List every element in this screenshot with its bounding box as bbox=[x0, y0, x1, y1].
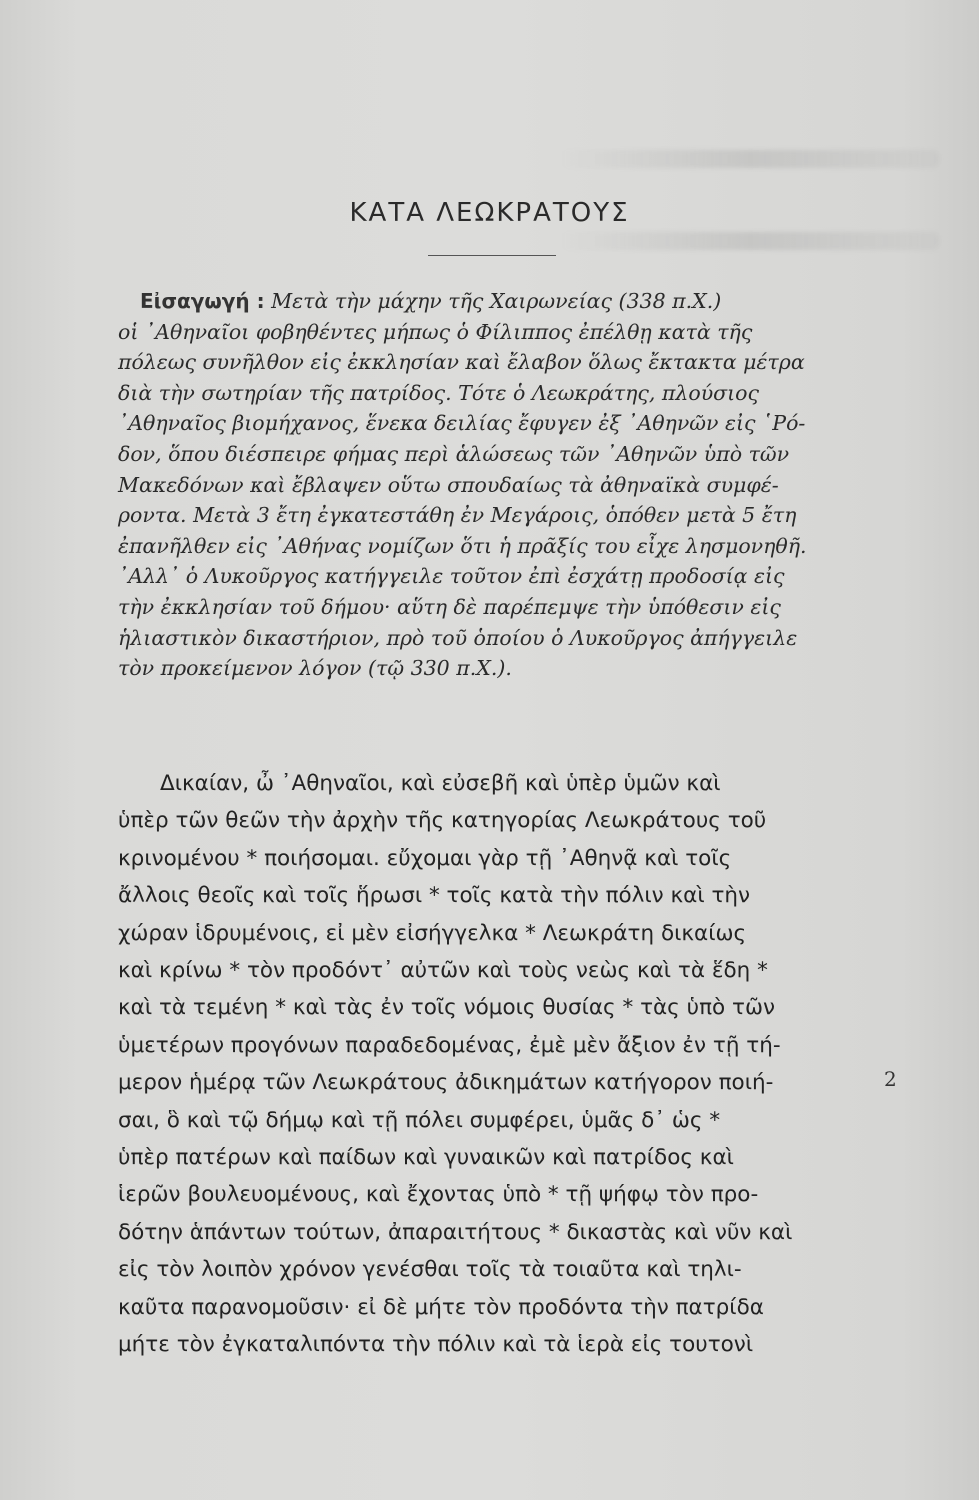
main-text-block bbox=[118, 765, 878, 1364]
bleed-through-shadow bbox=[560, 232, 940, 250]
introduction-block bbox=[118, 286, 870, 684]
intro-line: ἡλιαστικὸν δικαστήριον, πρὸ τοῦ ὁποίου ὁ Λυκοῦργος ἀπήγγειλε bbox=[118, 625, 798, 650]
body-line: ὑμετέρων προγόνων παραδεδομένας, ἐμὲ μὲν ἄξιον ἐν τῇ τή- bbox=[118, 1032, 781, 1058]
intro-line: τὴν ἐκκλησίαν τοῦ δήμου· αὕτη δὲ παρέπεμψε τὴν ὑπόθεσιν εἰς bbox=[118, 594, 781, 619]
body-line: καὶ κρίνω * τὸν προδόντ᾿ αὐτῶν καὶ τοὺς νεὼς καὶ τὰ ἕδη * bbox=[118, 958, 768, 984]
body-line: μήτε τὸν ἐγκαταλιπόντα τὴν πόλιν καὶ τὰ ἱερὰ εἰς τουτονὶ bbox=[118, 1332, 754, 1358]
body-line: μερον ἡμέρᾳ τῶν Λεωκράτους ἀδικημάτων κατήγορον ποιή- bbox=[118, 1070, 774, 1096]
page-title: ΚΑΤΑ ΛΕΩΚΡΑΤΟΥΣ bbox=[349, 198, 630, 228]
intro-line: ᾿Αλλ᾿ ὁ Λυκοῦργος κατήγγειλε τοῦτον ἐπὶ ἐσχάτῃ προδοσίᾳ εἰς bbox=[118, 564, 785, 589]
body-line: καὶ τὰ τεμένη * καὶ τὰς ἐν τοῖς νόμοις θυσίας * τὰς ὑπὸ τῶν bbox=[118, 995, 775, 1021]
intro-line: ᾿Αθηναῖος βιομήχανος, ἕνεκα δειλίας ἔφυγεν ἐξ ᾿Αθηνῶν εἰς ῾Ρό- bbox=[118, 411, 806, 436]
title-rule bbox=[428, 255, 556, 256]
body-line: Δικαίαν, ὦ ᾿Αθηναῖοι, καὶ εὐσεβῆ καὶ ὑπὲρ ὑμῶν καὶ bbox=[160, 771, 721, 796]
intro-line: ἐπανῆλθεν εἰς ᾿Αθήνας νομίζων ὅτι ἡ πρᾶξίς του εἶχε λησμονηθῆ. bbox=[118, 533, 807, 558]
intro-line: δον, ὅπου διέσπειρε φήμας περὶ ἁλώσεως τῶν ᾿Αθηνῶν ὑπὸ τῶν bbox=[118, 441, 790, 466]
intro-line: οἱ ᾿Αθηναῖοι φοβηθέντες μήπως ὁ Φίλιππος ἐπέλθῃ κατὰ τῆς bbox=[118, 319, 753, 344]
intro-label: Εἰσαγωγή : bbox=[140, 289, 265, 313]
body-line: χώραν ἱδρυμένοις, εἰ μὲν εἰσήγγελκα * Λεωκράτη δικαίως bbox=[118, 920, 747, 946]
body-line: εἰς τὸν λοιπὸν χρόνον γενέσθαι τοῖς τὰ τοιαῦτα καὶ τηλι- bbox=[118, 1257, 742, 1283]
body-line: ἱερῶν βουλευομένους, καὶ ἔχοντας ὑπὸ * τῇ ψήφῳ τὸν προ- bbox=[118, 1182, 759, 1208]
intro-line: πόλεως συνῆλθον εἰς ἐκκλησίαν καὶ ἔλαβον ὅλως ἔκτακτα μέτρα bbox=[118, 350, 805, 375]
body-line: ἄλλοις θεοῖς καὶ τοῖς ἥρωσι * τοῖς κατὰ τὴν πόλιν καὶ τὴν bbox=[118, 883, 751, 909]
body-line: καῦτα παρανομοῦσιν· εἰ δὲ μήτε τὸν προδόντα τὴν πατρίδα bbox=[118, 1294, 764, 1320]
body-line: σαι, ὃ καὶ τῷ δήμῳ καὶ τῇ πόλει συμφέρει, ὑμᾶς δ᾿ ὡς * bbox=[118, 1107, 721, 1133]
intro-first-line bbox=[118, 286, 870, 317]
body-line: ὑπὲρ πατέρων καὶ παίδων καὶ γυναικῶν καὶ πατρίδος καὶ bbox=[118, 1145, 734, 1171]
body-line: κρινομένου * ποιήσομαι. εὔχομαι γὰρ τῇ ᾿Αθηνᾷ καὶ τοῖς bbox=[118, 845, 732, 871]
body-line: ὑπὲρ τῶν θεῶν τὴν ἀρχὴν τῆς κατηγορίας Λεωκράτους τοῦ bbox=[118, 808, 767, 834]
intro-line: Μακεδόνων καὶ ἔβλαψεν οὕτω σπουδαίως τὰ ἀθηναϊκὰ συμφέ- bbox=[118, 472, 779, 497]
intro-line: Μετὰ τὴν μάχην τῆς Χαιρωνείας (338 π.Χ.) bbox=[271, 289, 722, 313]
intro-line: τὸν προκείμενον λόγον (τῷ 330 π.Χ.). bbox=[118, 656, 512, 681]
body-line: δότην ἁπάντων τούτων, ἀπαραιτήτους * δικαστὰς καὶ νῦν καὶ bbox=[118, 1219, 793, 1245]
margin-section-number: 2 bbox=[884, 1067, 897, 1091]
bleed-through-shadow bbox=[560, 150, 940, 168]
intro-line: διὰ τὴν σωτηρίαν τῆς πατρίδος. Τότε ὁ Λεωκράτης, πλούσιος bbox=[118, 380, 760, 405]
intro-line: ροντα. Μετὰ 3 ἔτη ἐγκατεστάθη ἐν Μεγάροις, ὁπόθεν μετὰ 5 ἔτη bbox=[118, 503, 797, 528]
